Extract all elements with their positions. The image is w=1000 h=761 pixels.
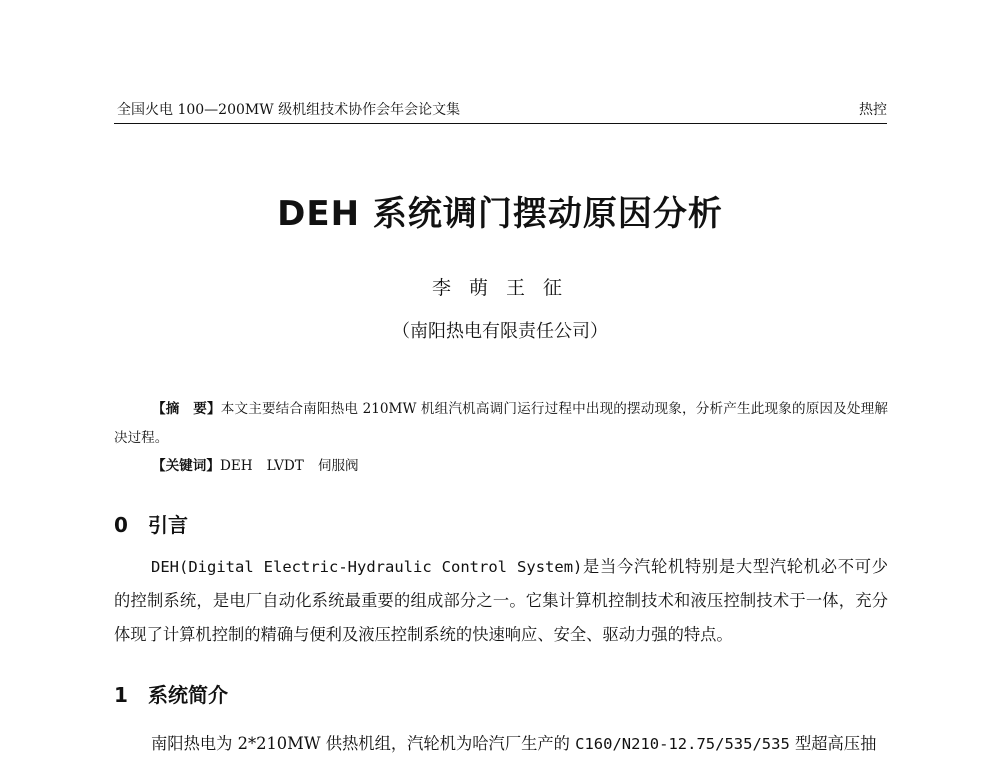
abstract	[114, 395, 888, 453]
keyword-item: 伺服阀	[317, 458, 359, 474]
deh-term: DEH(Digital Electric-Hydraulic Control System)	[151, 558, 583, 576]
keyword-item: DEH	[219, 458, 253, 474]
turbine-model: C160/N210-12.75/535/535	[575, 735, 790, 753]
section-number: 1	[114, 683, 128, 707]
section-number: 0	[114, 513, 128, 537]
keywords	[152, 452, 373, 480]
section-title: 系统简介	[148, 683, 228, 707]
keywords-label: 【关键词】	[152, 458, 220, 474]
intro-paragraph	[114, 550, 888, 652]
keyword-item: LVDT	[266, 458, 304, 474]
section-title: 引言	[148, 513, 188, 537]
running-header-section: 热控	[859, 102, 887, 118]
section-heading-intro	[114, 509, 188, 538]
paper-title: DEH 系统调门摆动原因分析	[277, 194, 723, 234]
authors: 李 萌 王 征	[431, 277, 569, 299]
abstract-label: 【摘 要】	[152, 401, 221, 417]
system-paragraph	[114, 727, 888, 761]
system-text-post: 型超高压抽	[789, 734, 877, 753]
system-text-pre: 南阳热电为 2*210MW 供热机组，汽轮机为哈汽厂生产的	[151, 734, 576, 753]
running-header-title: 全国火电 100—200MW 级机组技术协作会年会论文集	[117, 102, 461, 118]
abstract-text: 本文主要结合南阳热电 210MW 机组汽机高调门运行过程中出现的摆动现象，分析产生此现象的原因及处理解决过程。	[114, 401, 888, 446]
section-heading-system	[114, 679, 228, 708]
header-rule	[114, 123, 887, 124]
affiliation: （南阳热电有限责任公司）	[392, 321, 608, 342]
intro-text: 是当今汽轮机特别是大型汽轮机必不可少的控制系统，是电厂自动化系统最重要的组成部分之一。它集计算机控制技术和液压控制技术于一体，充分体现了计算机控制的精确与便利及液压控制系统的快速响应、安全、驱动力强的特点。	[114, 557, 888, 644]
